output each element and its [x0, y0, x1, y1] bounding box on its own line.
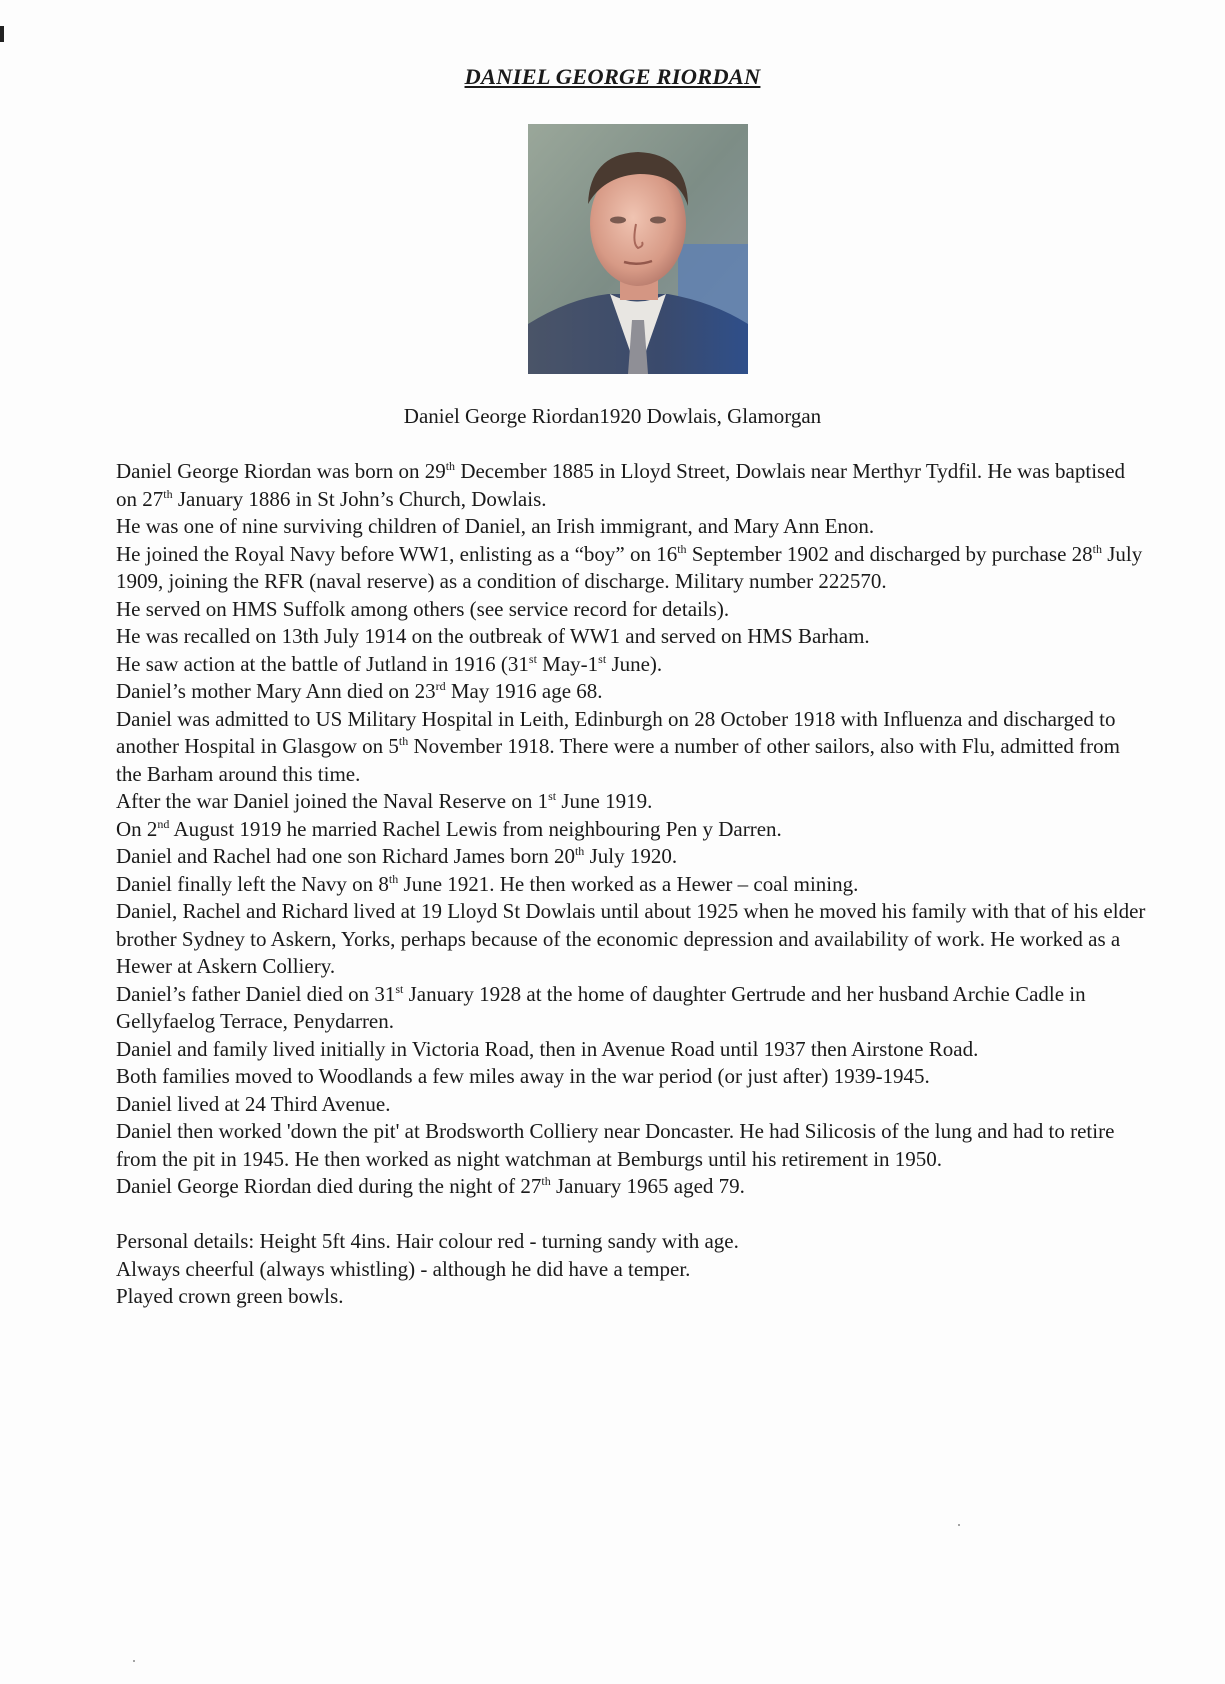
personal-details-line: Personal details: Height 5ft 4ins. Hair colour red - turning sandy with age. — [116, 1229, 739, 1253]
biography-paragraph: He was one of nine surviving children of Daniel, an Irish immigrant, and Mary Ann Enon. — [116, 514, 875, 538]
personal-details-line: Played crown green bowls. — [116, 1284, 344, 1308]
ordinal-suffix: st — [395, 981, 404, 996]
biography-paragraph: He served on HMS Suffolk among others (see service record for details). — [116, 596, 730, 621]
ordinal-suffix: rd — [435, 679, 446, 693]
biography-paragraph: Daniel was admitted to US Military Hospital in Leith, Edinburgh on 28 October 1918 with Influenza and discharged to another Hospital in Glasgow on 5th November 1918. There were a number of other sailors, also with Flu, admitted from the Barham around this time. — [116, 706, 1120, 786]
biography-paragraph: Daniel then worked 'down the pit' at Brodsworth Colliery near Doncaster. He had Silicosis of the lung and had to retire from the pit in 1945. He then worked as night watchman at Bemburgs until his retirement in 1950. — [116, 1119, 1115, 1171]
ordinal-suffix: th — [163, 486, 173, 501]
ordinal-suffix: th — [677, 541, 687, 556]
ordinal-suffix: th — [388, 871, 399, 886]
ordinal-suffix: st — [548, 789, 557, 803]
biography-paragraph: Daniel finally left the Navy on 8th June 1921. He then worked as a Hewer – coal mining. — [116, 871, 859, 896]
biography-paragraph: Daniel’s father Daniel died on 31st January 1928 at the home of daughter Gertrude and her husband Archie Cadle in Gellyfaelog Terrace, Penydarren. — [116, 981, 1086, 1033]
biography-paragraph: Daniel and family lived initially in Victoria Road, then in Avenue Road until 1937 then Airstone Road. — [116, 1036, 979, 1061]
ordinal-suffix: st — [528, 651, 537, 666]
photo-caption: Daniel George Riordan1920 Dowlais, Glamorgan — [403, 404, 822, 428]
scan-edge-mark — [0, 26, 4, 42]
ordinal-suffix: nd — [157, 816, 170, 831]
portrait-photo-icon — [528, 124, 748, 374]
ordinal-suffix: th — [574, 844, 585, 858]
biography-text — [116, 458, 1146, 1311]
page-title: DANIEL GEORGE RIORDAN — [464, 64, 761, 89]
ordinal-suffix: st — [598, 651, 607, 666]
biography-paragraph: Daniel and Rachel had one son Richard James born 20th July 1920. — [116, 844, 678, 868]
biography-paragraph: Daniel, Rachel and Richard lived at 19 Lloyd St Dowlais until about 1925 when he moved his family with that of his elder brother Sydney to Askern, Yorks, perhaps because of the economic depression and availability of work. He worked as a Hewer at Askern Colliery. — [116, 899, 1146, 978]
biography-paragraph: He joined the Royal Navy before WW1, enlisting as a “boy” on 16th September 1902 and discharged by purchase 28th July 1909, joining the RFR (naval reserve) as a condition of discharge. Military number 222570. — [116, 541, 1143, 593]
scan-speck — [958, 1524, 960, 1526]
biography-paragraphs — [116, 458, 1146, 1201]
biography-paragraph: Daniel lived at 24 Third Avenue. — [116, 1091, 391, 1116]
section-spacer — [116, 1201, 1146, 1229]
biography-paragraph: He was recalled on 13th July 1914 on the outbreak of WW1 and served on HMS Barham. — [116, 624, 870, 648]
personal-details-line: Always cheerful (always whistling) - although he did have a temper. — [116, 1256, 691, 1281]
biography-paragraph: After the war Daniel joined the Naval Reserve on 1st June 1919. — [116, 789, 653, 813]
biography-paragraph: Both families moved to Woodlands a few miles away in the war period (or just after) 1939-1945. — [116, 1064, 930, 1088]
ordinal-suffix: th — [398, 734, 409, 748]
biography-paragraph: On 2nd August 1919 he married Rachel Lewis from neighbouring Pen y Darren. — [116, 816, 782, 841]
ordinal-suffix: th — [541, 1174, 551, 1188]
ordinal-suffix: th — [1092, 541, 1102, 556]
biography-paragraph: Daniel George Riordan was born on 29th December 1885 in Lloyd Street, Dowlais near Merthyr Tydfil. He was baptised on 27th January 1886 in St John’s Church, Dowlais. — [116, 459, 1126, 511]
ordinal-suffix: th — [445, 459, 456, 473]
scan-speck — [133, 1660, 135, 1662]
biography-paragraph: Daniel’s mother Mary Ann died on 23rd May 1916 age 68. — [116, 679, 603, 703]
biography-paragraph: He saw action at the battle of Jutland in 1916 (31st May-1st June). — [116, 651, 663, 676]
biography-paragraph: Daniel George Riordan died during the night of 27th January 1965 aged 79. — [116, 1174, 745, 1198]
